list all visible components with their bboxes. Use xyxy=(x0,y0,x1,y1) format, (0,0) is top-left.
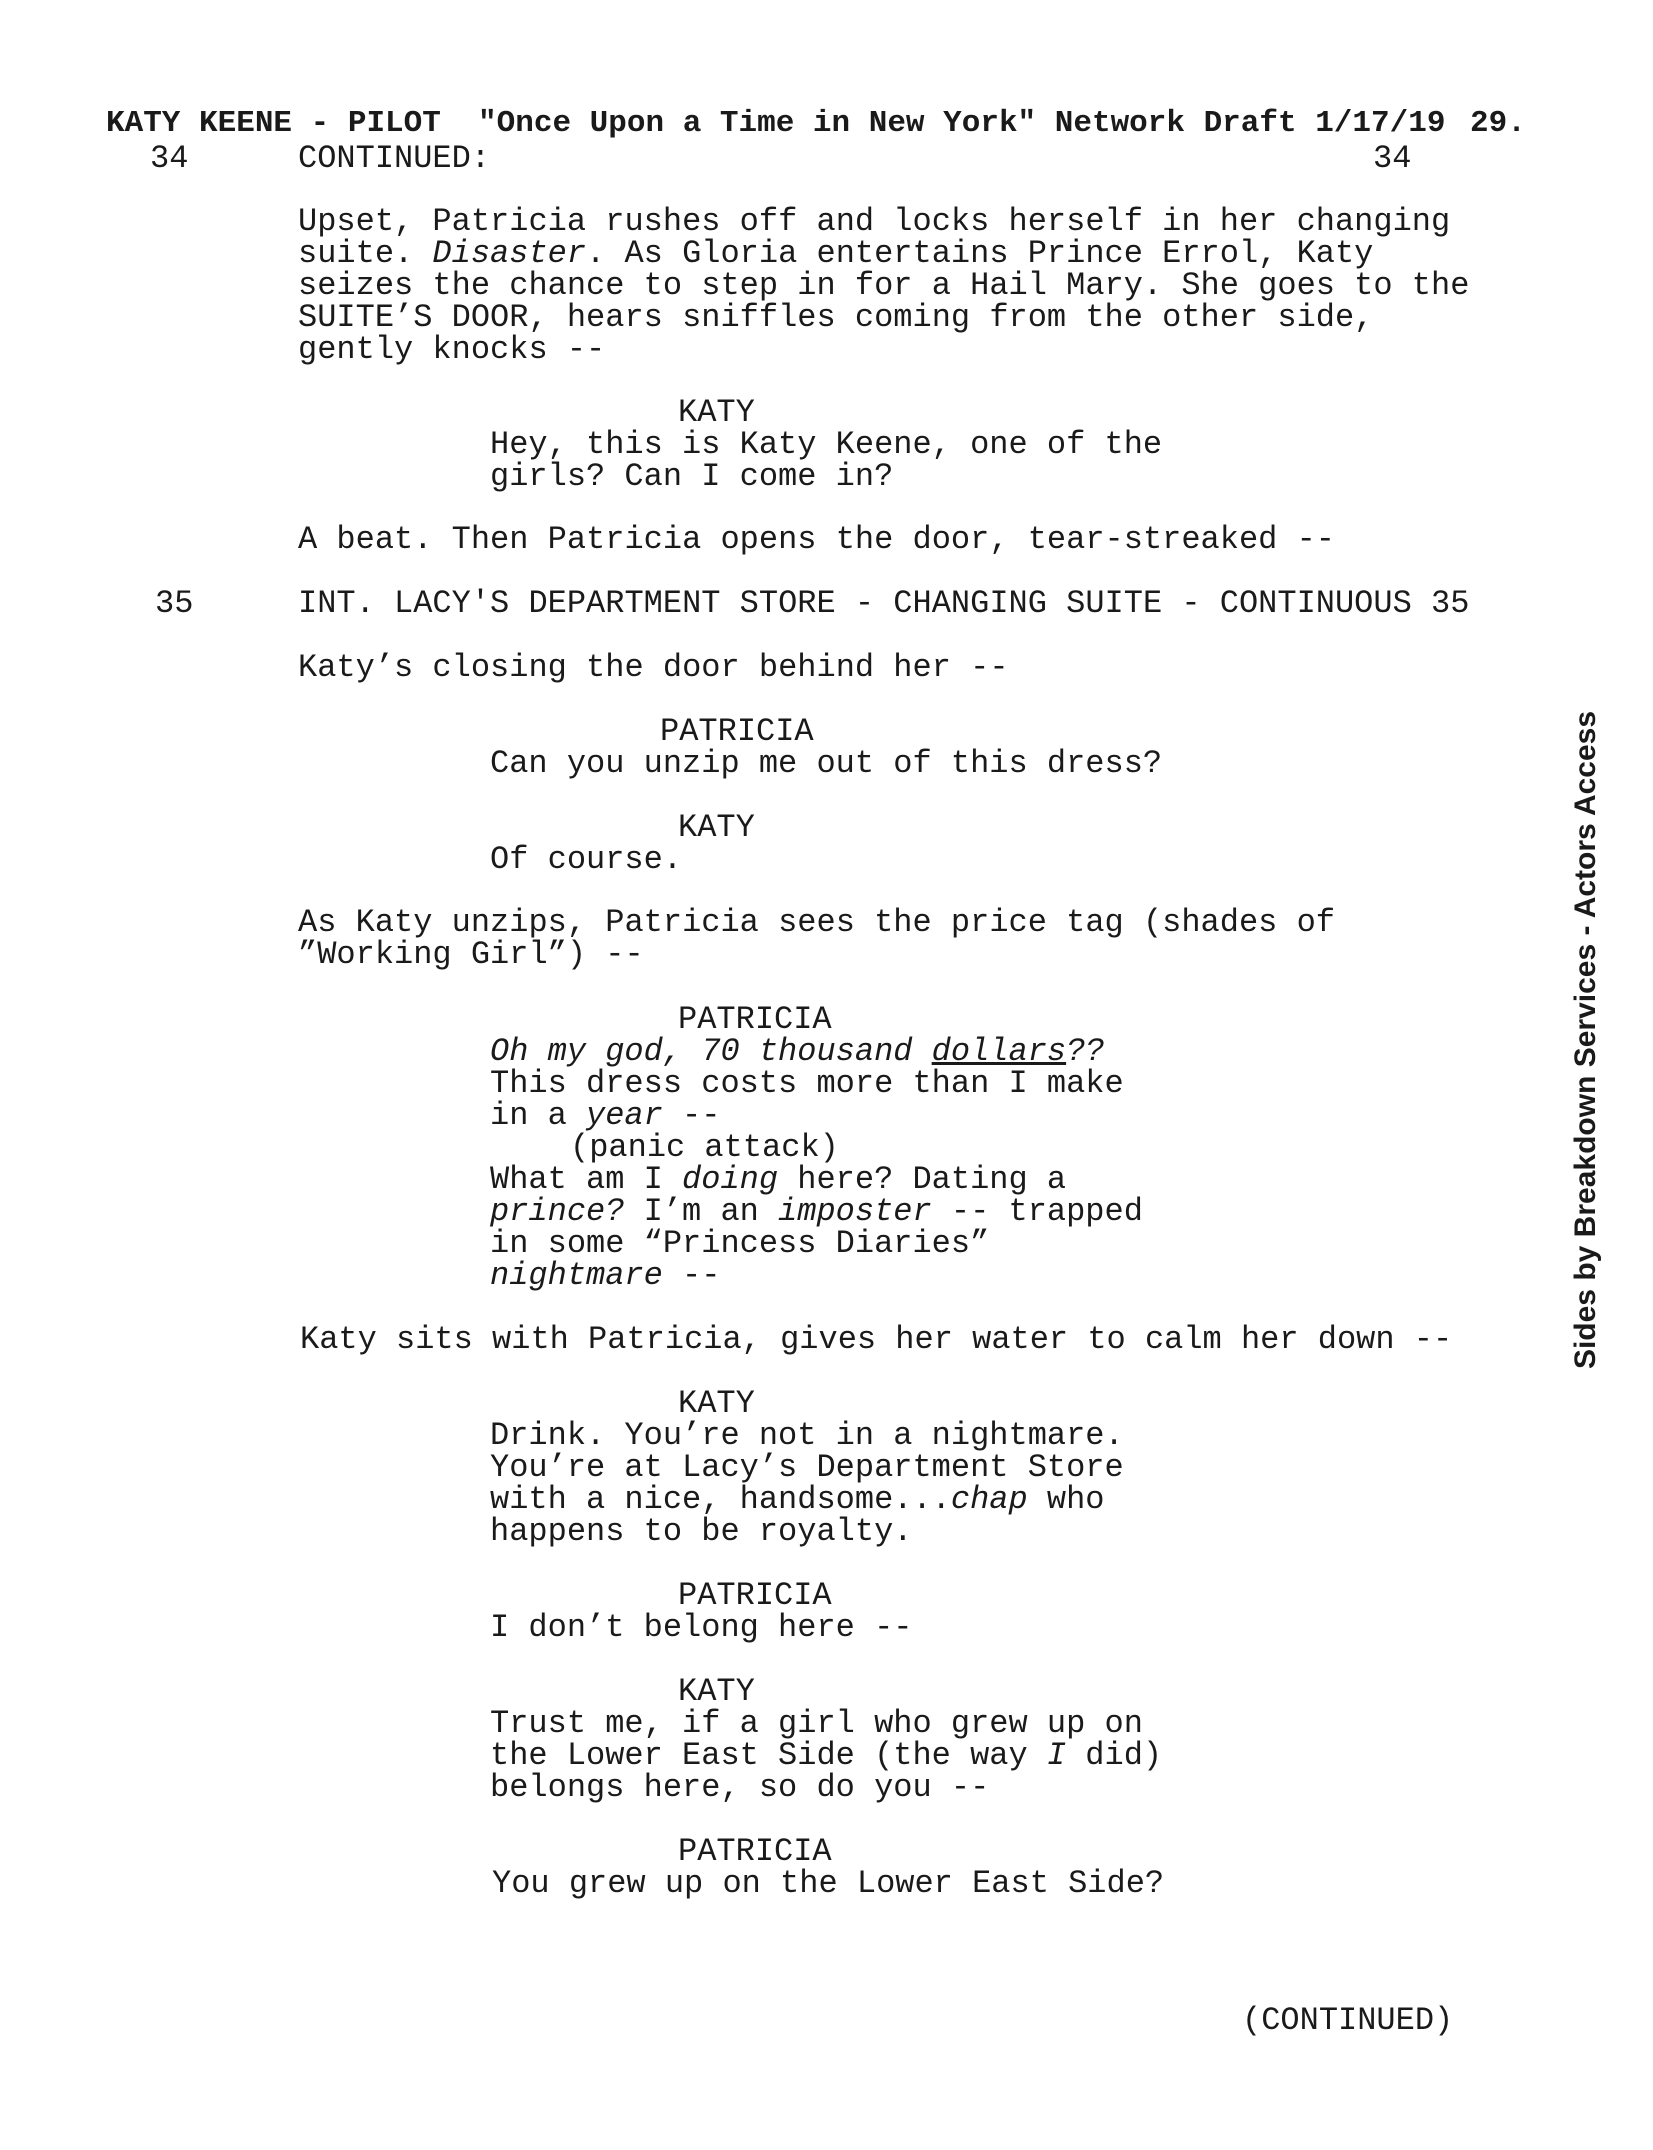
character-name: PATRICIA xyxy=(678,1577,832,1614)
dialogue-line: prince? I’m an imposter -- trapped xyxy=(490,1193,1143,1230)
dialogue-line: happens to be royalty. xyxy=(490,1513,913,1550)
continued-label: CONTINUED: xyxy=(298,140,491,177)
character-name: PATRICIA xyxy=(678,1001,832,1038)
character-name: PATRICIA xyxy=(660,713,814,750)
dialogue-line: girls? Can I come in? xyxy=(490,458,894,495)
action-line: suite. Disaster. As Gloria entertains Prince Errol, Katy xyxy=(298,235,1374,272)
sidebar-watermark xyxy=(1566,690,1606,1390)
character-name: KATY xyxy=(678,809,755,846)
scene-heading: INT. LACY'S DEPARTMENT STORE - CHANGING SUITE - CONTINUOUS 35 xyxy=(298,585,1470,622)
continued-footer: (CONTINUED) xyxy=(1242,2002,1454,2039)
scene-number-left: 34 xyxy=(150,140,189,177)
dialogue-line: nightmare -- xyxy=(490,1257,721,1294)
action-line: gently knocks -- xyxy=(298,331,606,368)
action-line: seizes the chance to step in for a Hail Mary. She goes to the xyxy=(298,267,1470,304)
page-header-title: KATY KEENE - PILOT "Once Upon a Time in New York" Network Draft 1/17/19 xyxy=(106,106,1446,141)
scene-number-right: 34 xyxy=(1373,140,1412,177)
scene-number-left: 35 xyxy=(155,585,194,622)
dialogue-line: Hey, this is Katy Keene, one of the xyxy=(490,426,1163,463)
dialogue-line: in a year -- xyxy=(490,1097,721,1134)
watermark-text: Sides by Breakdown Services - Actors Access xyxy=(1569,710,1602,1370)
action-line: As Katy unzips, Patricia sees the price tag (shades of xyxy=(298,904,1335,941)
dialogue-line: belongs here, so do you -- xyxy=(490,1769,990,1806)
action-line: ”Working Girl”) -- xyxy=(298,936,644,973)
action-line: SUITE’S DOOR, hears sniffles coming from the other side, xyxy=(298,299,1374,336)
dialogue-line: Oh my god, 70 thousand dollars?? xyxy=(490,1033,1105,1070)
dialogue-line: Of course. xyxy=(490,841,683,878)
dialogue-line: What am I doing here? Dating a xyxy=(490,1161,1067,1198)
character-name: KATY xyxy=(678,1385,755,1422)
dialogue-line: Drink. You’re not in a nightmare. xyxy=(490,1417,1124,1454)
dialogue-line: in some “Princess Diaries” xyxy=(490,1225,990,1262)
dialogue-line: with a nice, handsome...chap who xyxy=(490,1481,1105,1518)
dialogue-line: I don’t belong here -- xyxy=(490,1609,913,1646)
action-line: Katy sits with Patricia, gives her water to calm her down -- xyxy=(300,1321,1453,1358)
character-name: PATRICIA xyxy=(678,1833,832,1870)
dialogue-line: This dress costs more than I make xyxy=(490,1065,1124,1102)
action-line: Upset, Patricia rushes off and locks herself in her changing xyxy=(298,203,1451,240)
dialogue-line: Trust me, if a girl who grew up on xyxy=(490,1705,1143,1742)
page-number: 29. xyxy=(1470,106,1526,141)
character-name: KATY xyxy=(678,394,755,431)
action-line: Katy’s closing the door behind her -- xyxy=(298,649,1009,686)
dialogue-line: You’re at Lacy’s Department Store xyxy=(490,1449,1124,1486)
dialogue-line: Can you unzip me out of this dress? xyxy=(490,745,1163,782)
character-name: KATY xyxy=(678,1673,755,1710)
dialogue-line: the Lower East Side (the way I did) xyxy=(490,1737,1163,1774)
parenthetical: (panic attack) xyxy=(570,1129,839,1166)
action-line: A beat. Then Patricia opens the door, tear-streaked -- xyxy=(298,521,1335,558)
dialogue-line: You grew up on the Lower East Side? xyxy=(492,1865,1165,1902)
